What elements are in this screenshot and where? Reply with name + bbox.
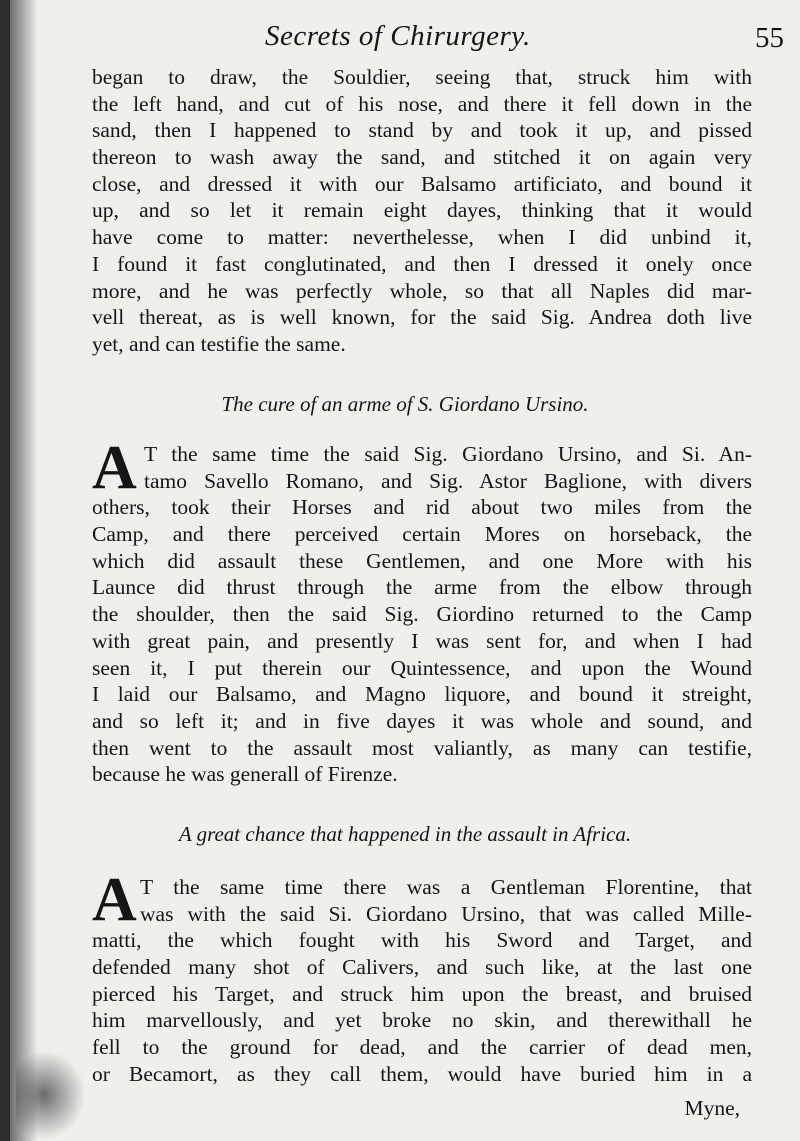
text-line: close, and dressed it with our Balsamo artificiato, and bound it — [92, 171, 752, 196]
text-line: Camp, and there perceived certain Mores on horseback, the — [92, 522, 752, 547]
ink-stain — [16, 1050, 86, 1140]
text-line: more, and he was perfectly whole, so that all Naples did mar- — [92, 278, 752, 303]
text-line: T the same time there was a Gentleman Florentine, that — [140, 875, 752, 899]
book-page — [10, 0, 800, 1141]
drop-cap-1: A — [92, 434, 137, 502]
text-line: Launce did thrust through the arme from the elbow through — [92, 575, 752, 600]
text-line: seen it, I put therein our Quintessence, and upon the Wound — [92, 655, 752, 680]
section-heading-2: A great chance that happened in the assault in Africa. — [178, 822, 632, 846]
paragraph-3 — [92, 874, 752, 1088]
text-line: with great pain, and presently I was sent for, and when I had — [92, 628, 752, 653]
text-line: T the same time the said Sig. Giordano Ursino, and Si. An- — [144, 442, 752, 466]
text-line: up, and so let it remain eight dayes, thinking that it would — [92, 198, 752, 223]
text-line: sand, then I happened to stand by and took it up, and pissed — [92, 118, 752, 143]
page-header — [10, 14, 800, 54]
text-line: him marvellously, and yet broke no skin, and therewithall he — [92, 1008, 752, 1033]
running-title: Secrets of Chirurgery. — [265, 20, 531, 52]
text-line: then went to the assault most valiantly, as many can testifie, — [92, 735, 752, 760]
text-line: others, took their Horses and rid about two miles from the — [92, 495, 752, 520]
text-line: I laid our Balsamo, and Magno liquore, and bound it streight, — [92, 682, 752, 707]
text-line: fell to the ground for dead, and the carrier of dead men, — [92, 1035, 752, 1060]
text-line: matti, the which fought with his Sword and Target, and — [92, 928, 752, 953]
text-line: because he was generall of Firenze. — [92, 762, 398, 787]
text-line: have come to matter: neverthelesse, when I did unbind it, — [92, 225, 752, 250]
text-line: vell thereat, as is well known, for the said Sig. Andrea doth live — [92, 305, 752, 330]
catchword: Myne, — [684, 1096, 740, 1120]
text-line: tamo Savello Romano, and Sig. Astor Baglione, with divers — [144, 468, 752, 493]
text-line: which did assault these Gentlemen, and one More with his — [92, 548, 752, 573]
text-line: defended many shot of Calivers, and such like, at the last one — [92, 955, 752, 980]
page-edge-shadow — [10, 0, 38, 1141]
text-line: was with the said Si. Giordano Ursino, that was called Mille- — [140, 901, 752, 926]
section-heading-1: The cure of an arme of S. Giordano Ursino. — [221, 392, 589, 416]
page-number: 55 — [755, 22, 784, 54]
text-line: and so left it; and in five dayes it was whole and sound, and — [92, 708, 752, 733]
text-line: the shoulder, then the said Sig. Giordino returned to the Camp — [92, 602, 752, 627]
text-line: yet, and can testifie the same. — [92, 331, 346, 356]
text-line: thereon to wash away the sand, and stitched it on again very — [92, 145, 752, 170]
paragraph-2 — [92, 441, 752, 788]
paragraph-1 — [92, 64, 752, 358]
text-line: began to draw, the Souldier, seeing that, struck him with — [92, 65, 752, 89]
text-line: I found it fast conglutinated, and then I dressed it onely once — [92, 251, 752, 276]
text-line: or Becamort, as they call them, would have buried him in a — [92, 1061, 752, 1086]
text-line: the left hand, and cut of his nose, and there it fell down in the — [92, 91, 752, 116]
text-line: pierced his Target, and struck him upon the breast, and bruised — [92, 981, 752, 1006]
drop-cap-2: A — [92, 866, 137, 934]
